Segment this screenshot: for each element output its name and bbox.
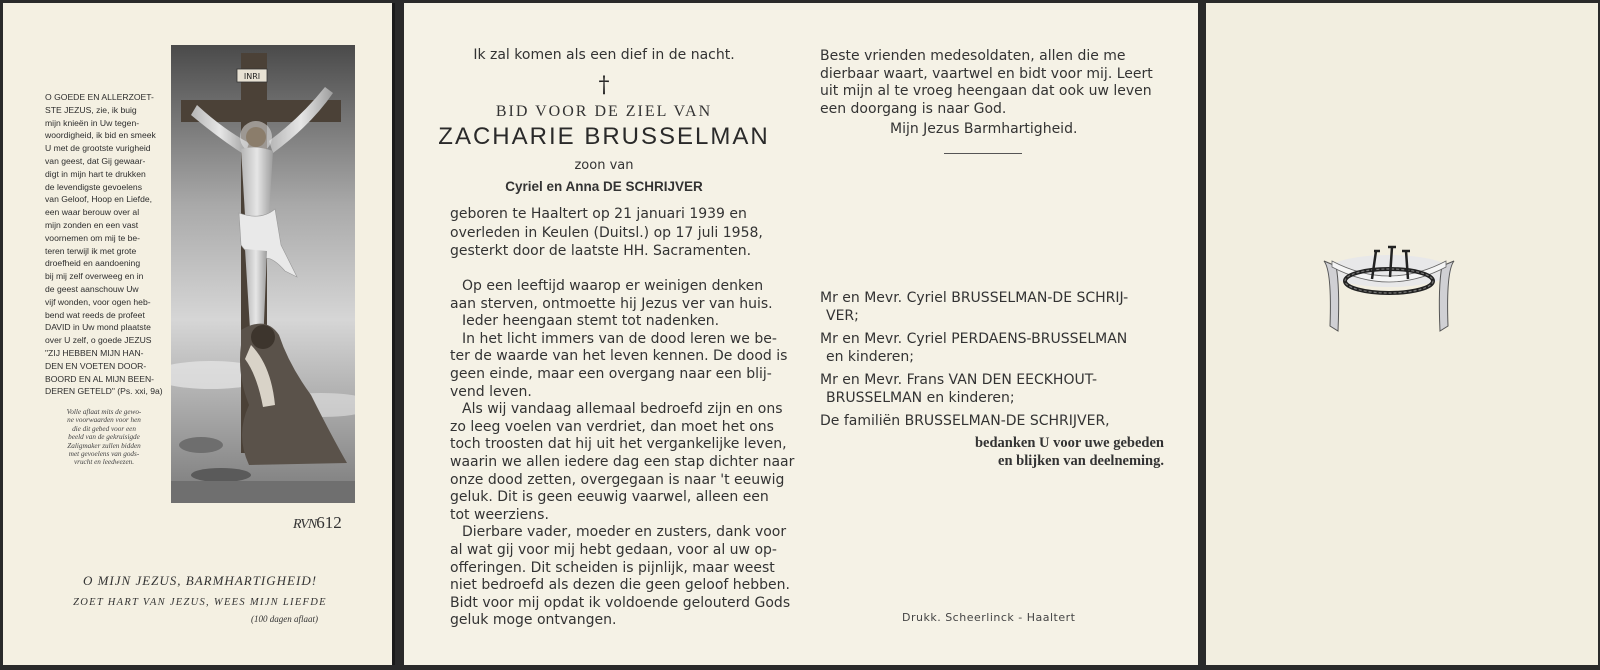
prayer-line: teren terwijl ik met grote xyxy=(45,245,137,256)
prayer-line: bend wat reeds de profeet xyxy=(45,309,145,320)
memorial-line: aan sterven, ontmoette hij Jezus ver van huis. xyxy=(450,295,773,312)
family-line: Mr en Mevr. Frans VAN DEN EECKHOUT- xyxy=(820,372,1098,388)
cross-icon: † xyxy=(598,73,610,98)
indulgence-line: die dit gebed voor een xyxy=(72,424,136,433)
deceased-name: ZACHARIE BRUSSELMAN xyxy=(438,123,770,150)
memorial-text xyxy=(450,278,795,630)
prayer-line: van geest, dat Gij gewaar- xyxy=(45,155,146,166)
family-line: De familiën BRUSSELMAN-DE SCHRIJVER, xyxy=(820,413,1110,429)
prayer-line: "ZIJ HEBBEN MIJN HAN- xyxy=(45,347,144,358)
prayer-line: DAVID in Uw mond plaatste xyxy=(45,322,151,333)
prayer-line: bij mij zelf overweeg en in xyxy=(45,271,144,282)
print-prefix: RVN xyxy=(293,517,317,532)
family-line: en kinderen; xyxy=(826,349,914,365)
prayer-line: droefheid en aandoening xyxy=(45,258,141,269)
memorial-line: Op een leeftijd waarop er weinigen denken xyxy=(462,278,764,294)
divider xyxy=(944,153,1022,154)
crown-of-thorns-icon xyxy=(1314,231,1464,351)
memorial-line: geluk moge ontvangen. xyxy=(450,612,617,629)
indulgence-line: ne voorwaarden voor hen xyxy=(67,416,141,425)
prayer-line: O GOEDE EN ALLERZOET- xyxy=(45,92,154,102)
family-list xyxy=(820,289,1165,430)
farewell-line: Beste vrienden medesoldaten, allen die me xyxy=(820,48,1126,64)
memorial-line: Ieder heengaan stemt tot nadenken. xyxy=(462,313,720,330)
indulgence-line: vrucht en leedwezen. xyxy=(73,458,135,467)
memorial-line: geen einde, maar een overgang naar een blij- xyxy=(450,365,772,382)
memorial-line: Dierbare vader, moeder en zusters, dank voor xyxy=(462,524,787,541)
prayer-line: BOORD EN AL MIJN BEEN- xyxy=(45,373,155,384)
memorial-line: vend leven. xyxy=(450,383,532,400)
memorial-line: tot weerziens. xyxy=(450,506,549,523)
family-line: Mr en Mevr. Cyriel BRUSSELMAN-DE SCHRIJ- xyxy=(820,290,1129,306)
prayer-line: STE JEZUS, zie, ik buig xyxy=(45,104,137,115)
prayer-line: de geest aanschouw Uw xyxy=(45,283,139,294)
indulgence-line: Zaligmaker zullen bidden xyxy=(67,441,141,450)
birth-line: gesterkt door de laatste HH. Sacramenten. xyxy=(450,243,752,259)
prayer-card-back xyxy=(1206,3,1598,665)
indulgence-note: (100 dagen aflaat) xyxy=(251,614,318,624)
prayer-line: DEN EN VOETEN DOOR- xyxy=(45,360,147,371)
invocation-sacred-heart: ZOET HART VAN JEZUS, WEES MIJN LIEFDE xyxy=(73,597,327,608)
prayer-line: van Geloof, Hoop en Liefde, xyxy=(45,194,153,205)
memorial-line: Als wij vandaag allemaal bedroefd zijn en ons xyxy=(462,401,783,418)
prayer-line: woordigheid, ik bid en smeek xyxy=(45,130,156,141)
memorial-line: al wat gij voor mij hebt gedaan, voor al uw op- xyxy=(450,541,777,558)
birth-line: geboren te Haaltert op 21 januari 1939 en xyxy=(450,206,747,222)
prayer-card-front xyxy=(3,3,395,665)
parents-names: Cyriel en Anna DE SCHRIJVER xyxy=(505,179,703,194)
indulgence-text xyxy=(45,408,163,467)
bible-quote: Ik zal komen als een dief in de nacht. xyxy=(473,47,735,63)
farewell-message xyxy=(820,48,1160,118)
memorial-line: In het licht immers van de dood leren we be- xyxy=(462,330,777,347)
pray-for-soul-heading: BID VOOR DE ZIEL VAN xyxy=(495,103,713,120)
family-line: Mr en Mevr. Cyriel PERDAENS-BRUSSELMAN xyxy=(820,331,1128,347)
family-line: VER; xyxy=(826,308,859,324)
family-line: BRUSSELMAN en kinderen; xyxy=(826,390,1015,406)
prayer-line: digt in mijn hart te drukken xyxy=(45,168,146,179)
farewell-line: een doorgang is naar God. xyxy=(820,100,1007,117)
memorial-line: offeringen. Dit scheiden is pijnlijk, maar weest xyxy=(450,559,775,576)
memorial-line: Bidt voor mij opdat ik voldoende gelouterd Gods xyxy=(450,594,791,611)
farewell-signoff: Mijn Jezus Barmhartigheid. xyxy=(890,121,1078,137)
prayer-line: voornemen om mij te be- xyxy=(45,232,141,243)
memorial-line: geluk. Dit is geen eeuwig vaarwel, alleen een xyxy=(450,489,769,506)
memorial-line: zo leeg voelen van verdriet, dan moet het ons xyxy=(450,418,774,435)
indulgence-line: met gevoelens van gods- xyxy=(68,450,140,459)
printer-credit: Drukk. Scheerlinck - Haaltert xyxy=(902,611,1076,624)
thanks-line: en blijken van deelneming. xyxy=(998,453,1164,469)
memorial-line: niet bedroefd als dezen die geen geloof hebben. xyxy=(450,577,790,594)
birth-line: overleden in Keulen (Duitsl.) op 17 juli 1958, xyxy=(450,224,763,241)
farewell-line: dierbaar waart, vaartwel en bidt voor mij. Leert xyxy=(820,65,1153,82)
memorial-line: ter de waarde van het leven kennen. De dood is xyxy=(450,348,788,365)
prayer-line: mijn zonden en een vast xyxy=(45,219,139,230)
memorial-line: onze dood zetten, overgegaan is naar 't eeuwig xyxy=(450,471,785,488)
prayer-text xyxy=(45,91,175,398)
birth-death-details xyxy=(450,205,790,261)
prayer-line: U met de grootste vurigheid xyxy=(45,143,151,154)
son-of-label: zoon van xyxy=(574,158,634,173)
crucifixion-image xyxy=(171,45,355,503)
prayer-line: over U zelf, o goede JEZUS xyxy=(45,335,152,346)
indulgence-line: beeld van de gekruisigde xyxy=(68,433,140,442)
thanks-line: bedanken U voor uwe gebeden xyxy=(974,435,1164,451)
prayer-line: een waar berouw over al xyxy=(45,207,140,218)
memorial-line: waarin we allen iedere dag een stap dichter naar xyxy=(450,453,795,470)
farewell-line: uit mijn al te vroeg heengaan dat ook uw leven xyxy=(820,83,1152,100)
prayer-line: DEREN GETELD" (Ps. xxi, 9a) xyxy=(45,386,163,397)
prayer-line: vijf wonden, voor ogen heb- xyxy=(45,296,151,307)
prayer-card-inside xyxy=(404,3,1198,665)
indulgence-line: Volle aflaat mits de gewo- xyxy=(66,408,142,416)
inri-sign: INRI xyxy=(243,72,261,81)
invocation: O MIJN JEZUS, BARMHARTIGHEID! xyxy=(82,573,318,588)
thanks-message xyxy=(924,434,1164,470)
print-number xyxy=(293,513,342,533)
prayer-line: de levendigste gevoelens xyxy=(45,181,142,192)
memorial-line: toch troosten dat hij uit het vergankelijke leven, xyxy=(450,436,787,453)
prayer-line: mijn knieën in Uw tegen- xyxy=(45,117,140,128)
print-number-value: 612 xyxy=(316,513,342,532)
